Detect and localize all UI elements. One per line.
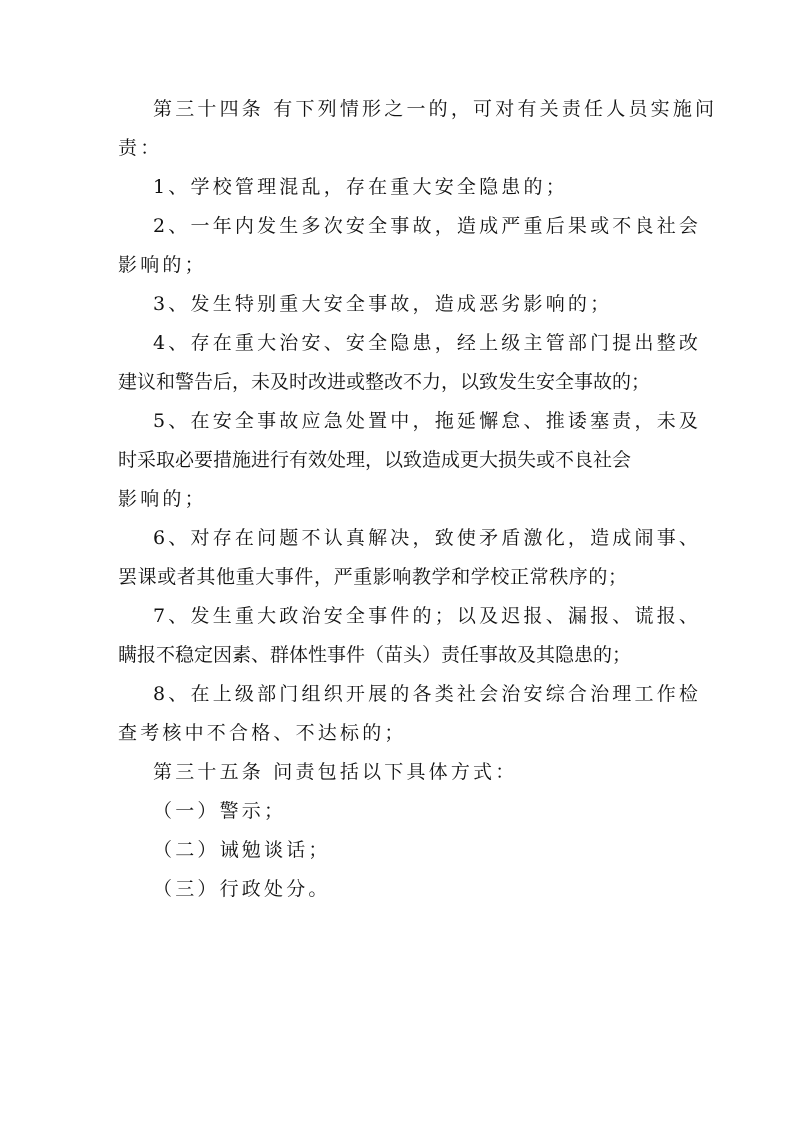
text-line: [118, 285, 690, 324]
article-35-intro: [118, 753, 690, 792]
text-line: [118, 870, 690, 909]
text-line: [118, 246, 690, 285]
text-line: [118, 324, 702, 363]
line-text: 影响的；: [118, 488, 207, 510]
line-text: 瞒报不稳定因素、群体性事件（苗头）责任事故及其隐患的；: [118, 644, 632, 666]
line-text: 第三十四条 有下列情形之一的，可对有关责任人员实施问: [153, 98, 718, 120]
document-body: [118, 90, 718, 909]
line-text: 5、在安全事故应急处置中，拖延懈怠、推诿塞责，未及: [153, 410, 702, 432]
article-34-intro: [118, 90, 718, 168]
list-item-2: [118, 207, 702, 285]
text-line: [118, 558, 690, 597]
list-item-8: [118, 675, 702, 753]
text-line: [118, 597, 702, 636]
line-text: 4、存在重大治安、安全隐患，经上级主管部门提出整改: [153, 332, 702, 354]
list-item-7: [118, 597, 702, 675]
line-text: 7、发生重大政治安全事件的；以及迟报、漏报、谎报、: [153, 605, 702, 627]
method-3: [118, 870, 690, 909]
text-line: [118, 831, 690, 870]
line-text: 第三十五条 问责包括以下具体方式：: [153, 761, 518, 783]
text-line: [118, 129, 690, 168]
text-line: [118, 441, 690, 480]
text-line: [118, 168, 690, 207]
line-text: （三）行政处分。: [153, 878, 331, 900]
list-item-1: [118, 168, 690, 207]
line-text: 查考核中不合格、不达标的；: [118, 722, 407, 744]
method-1: [118, 792, 690, 831]
list-item-3: [118, 285, 690, 324]
method-2: [118, 831, 690, 870]
line-text: 责：: [118, 137, 163, 159]
list-item-4: [118, 324, 702, 402]
line-text: （一）警示；: [153, 800, 287, 822]
line-text: 8、在上级部门组织开展的各类社会治安综合治理工作检: [153, 683, 702, 705]
text-line: [118, 675, 702, 714]
list-item-5: [118, 402, 702, 519]
text-line: [118, 402, 702, 441]
line-text: 时采取必要措施进行有效处理，以致造成更大损失或不良社会: [118, 449, 632, 471]
text-line: [118, 714, 690, 753]
text-line: [118, 480, 690, 519]
line-text: 1、学校管理混乱，存在重大安全隐患的；: [153, 176, 568, 198]
text-line: [118, 363, 690, 402]
line-text: 3、发生特别重大安全事故，造成恶劣影响的；: [153, 293, 613, 315]
line-text: 2、一年内发生多次安全事故，造成严重后果或不良社会: [153, 215, 702, 237]
line-text: 罢课或者其他重大事件，严重影响教学和学校正常秩序的；: [118, 566, 628, 588]
text-line: [118, 207, 702, 246]
text-line: [118, 90, 718, 129]
line-text: （二）诫勉谈话；: [153, 839, 331, 861]
line-text: 影响的；: [118, 254, 207, 276]
text-line: [118, 636, 690, 675]
list-item-6: [118, 519, 702, 597]
text-line: [118, 519, 702, 558]
line-text: 建议和警告后，未及时改进或整改不力，以致发生安全事故的；: [118, 371, 651, 393]
text-line: [118, 753, 690, 792]
text-line: [118, 792, 690, 831]
line-text: 6、对存在问题不认真解决，致使矛盾激化，造成闹事、: [153, 527, 702, 549]
